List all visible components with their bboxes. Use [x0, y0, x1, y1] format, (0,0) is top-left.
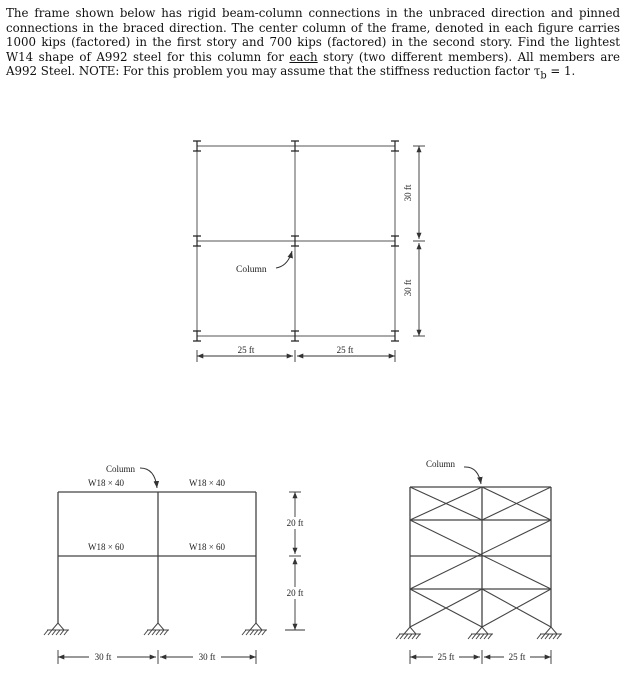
plan-dim-vertical — [413, 146, 425, 336]
pin-support-icon — [44, 623, 69, 635]
unbraced-column-leader — [140, 468, 157, 488]
plan-dim-bay-1: 25 ft — [237, 345, 255, 355]
braced-frame — [410, 487, 551, 627]
pin-support-icon — [242, 623, 267, 635]
story-height-lower: 20 ft — [286, 588, 304, 598]
beam-label-roof-right: W18 × 40 — [188, 478, 226, 488]
plan-dim-horizontal — [197, 350, 395, 362]
bay-width-left: 30 ft — [94, 652, 112, 662]
braced-column-label: Column — [426, 459, 456, 469]
unbraced-column-label: Column — [106, 464, 136, 474]
plan-dim-row-1: 30 ft — [403, 184, 413, 202]
pin-support-icon — [396, 627, 421, 639]
unbraced-dim-horizontal — [58, 650, 256, 664]
emphasis-each: each — [289, 49, 318, 64]
bay-width-right: 30 ft — [198, 652, 216, 662]
plan-dim-bay-2: 25 ft — [336, 345, 354, 355]
plan-dim-row-2: 30 ft — [403, 279, 413, 297]
unbraced-dim-vertical — [285, 492, 305, 630]
beam-label-floor-left: W18 × 60 — [87, 542, 125, 552]
braced-column-leader — [464, 467, 481, 484]
problem-text: The frame shown below has rigid beam-column connections in the unbraced direction and pinned connections in the braced direction. The center column of the frame, denoted in each figure carries 1000 kips (factored) in the first story and 700 kips (factored) in the second story. Find the lightest W14 shape of A992 steel for this column for each story (two different members). All members are A992 Steel. NOTE: For this problem you may assume that the stiffness reduction factor $\tau_b = 1$. — [6, 6, 620, 82]
beam-label-roof-left: W18 × 40 — [87, 478, 125, 488]
beam-label-floor-right: W18 × 60 — [188, 542, 226, 552]
unbraced-frame — [58, 492, 256, 623]
pin-support-icon — [468, 627, 493, 639]
plan-column-label: Column — [236, 265, 267, 275]
pin-support-icon — [144, 623, 169, 635]
pin-support-icon — [537, 627, 562, 639]
story-height-upper: 20 ft — [286, 518, 304, 528]
plan-view — [197, 146, 395, 336]
braced-supports — [396, 627, 562, 639]
plan-column-leader — [276, 251, 292, 268]
unbraced-supports — [44, 623, 267, 635]
tau-subscript: b — [540, 70, 547, 82]
braced-bay-width-left: 25 ft — [437, 652, 455, 662]
braced-bay-width-right: 25 ft — [508, 652, 526, 662]
braced-x-bracing — [410, 487, 551, 627]
